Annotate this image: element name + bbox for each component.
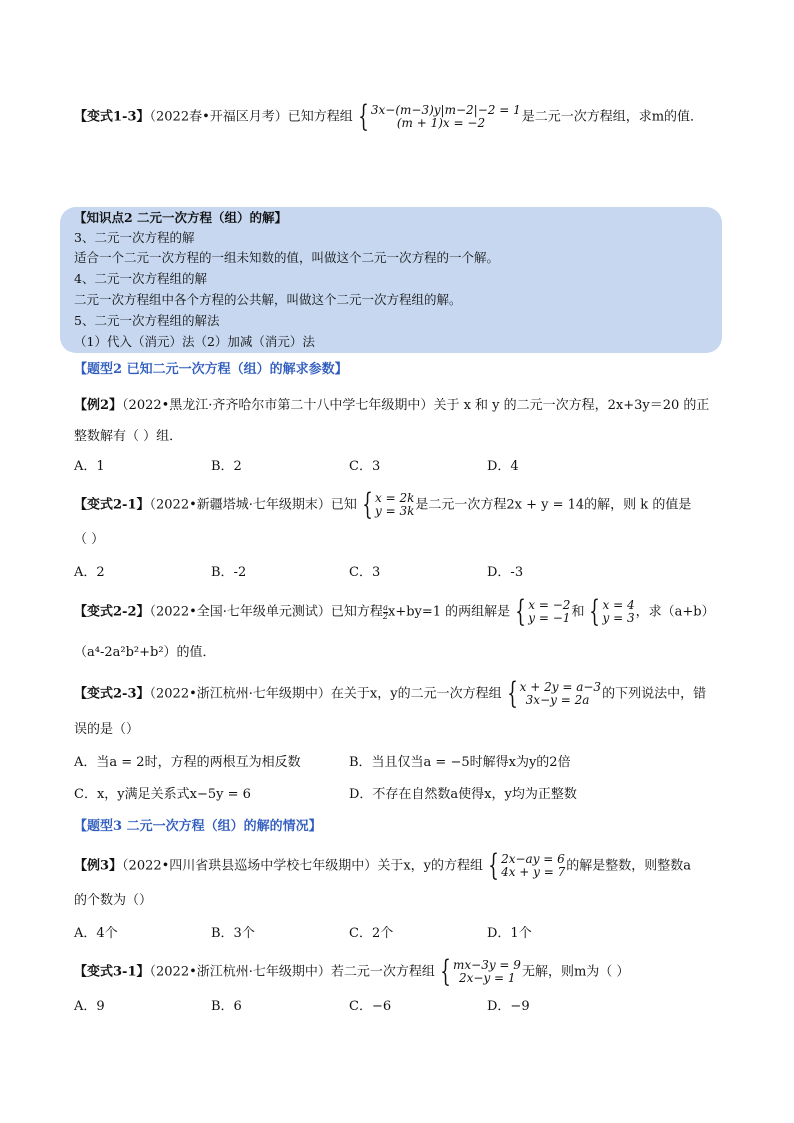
question-text: 误的是（） [74, 722, 140, 737]
example-3 [74, 848, 724, 883]
option-c: C．3 [349, 459, 381, 474]
solution-system-1: { x = −2 y = −1 [515, 594, 571, 629]
question-text: 已知方程 [330, 604, 383, 620]
option-b: B．3个 [211, 926, 255, 941]
equation-2: y = −1 [528, 611, 571, 625]
variant-2-1 [74, 487, 724, 522]
equation-2: y = 3 [602, 611, 635, 625]
question-text: ，求（a+b） [635, 604, 715, 620]
source: （2022•黑龙江·齐齐哈尔市第二十八中学七年级期中） [122, 398, 434, 413]
source: （2022•四川省珙县巡场中学校七年级期中） [122, 858, 378, 874]
equation-system: { 2x−ay = 6 4x + y = 7 [488, 848, 566, 883]
knowledge-line: 4、二元一次方程组的解 [74, 271, 207, 286]
option-a: A．9 [74, 999, 105, 1014]
option-b: B．当且仅当a = −5时解得x为y的2倍 [349, 755, 571, 770]
option-d: D．4 [487, 459, 519, 474]
source: （2022•浙江杭州·七年级期中） [149, 686, 331, 702]
option-d: D．不存在自然数a使得x，y均为正整数 [349, 787, 577, 802]
section-title-2: 【题型2 已知二元一次方程（组）的解求参数】 [74, 362, 348, 377]
option-b: B．-2 [211, 565, 247, 580]
equation-2: 4x + y = 7 [501, 865, 566, 879]
option-c: C．−6 [349, 999, 392, 1014]
fraction-numerator: a [383, 602, 388, 612]
option-b: B．2 [211, 459, 242, 474]
variant-1-3 [74, 99, 724, 134]
question-text: 和 [571, 604, 585, 620]
equation-1: x = 4 [602, 598, 635, 612]
equation-2: y = 3k [375, 504, 415, 518]
equation-system: { mx−3y = 9 2x−y = 1 [440, 954, 521, 989]
equation-1: 3x−(m−3)y|m−2|−2 = 1 [370, 103, 521, 117]
option-c: C．3 [349, 565, 381, 580]
equation-1: mx−3y = 9 [453, 958, 521, 972]
section-title-3: 【题型3 二元一次方程（组）的解的情况】 [74, 819, 322, 834]
knowledge-line: 二元一次方程组中各个方程的公共解，叫做这个二元一次方程组的解。 [74, 292, 462, 307]
variant-tag: 【变式1-3】 [74, 109, 150, 125]
question-text: （ ） [74, 532, 105, 547]
question-text: 的解是整数，则整数a [566, 858, 692, 874]
question-text: 已知方程组 [287, 109, 353, 125]
option-d: D．-3 [487, 565, 524, 580]
source: （2022春•开福区月考） [149, 109, 288, 125]
solution-system-2: { x = 4 y = 3 [589, 594, 635, 629]
question-text: 关于 x 和 y 的二元一次方程，2x+3y＝20 的正 [433, 398, 710, 413]
knowledge-line: （1）代入（消元）法（2）加减（消元）法 [74, 334, 315, 349]
example-tag: 【例3】 [74, 858, 123, 874]
knowledge-title: 【知识点2 二元一次方程（组）的解】 [74, 210, 288, 225]
example-tag: 【例2】 [74, 398, 123, 413]
variant-tag: 【变式2-2】 [74, 604, 150, 620]
variant-tag: 【变式2-3】 [74, 686, 150, 702]
example-2 [74, 396, 724, 416]
variant-3-1 [74, 954, 724, 989]
option-d: D．1个 [487, 926, 532, 941]
equation-1: x = 2k [375, 491, 415, 505]
option-a: A．2 [74, 565, 105, 580]
knowledge-point-box [60, 207, 722, 353]
fraction-denominator: 2 [382, 611, 388, 621]
option-c: C．2个 [349, 926, 394, 941]
question-text: x+by=1 的两组解是 [388, 604, 511, 620]
question-text: 关于x，y的方程组 [377, 858, 483, 874]
equation-1: x + 2y = a−3 [519, 680, 602, 694]
question-text: 的下列说法中，错 [602, 686, 707, 702]
knowledge-line: 3、二元一次方程的解 [74, 230, 195, 245]
option-d: D．−9 [487, 999, 530, 1014]
question-text: 的个数为（） [74, 893, 153, 908]
question-text: 是二元一次方程组，求m的值． [521, 109, 704, 125]
option-c: C．x，y满足关系式x−5y = 6 [74, 787, 251, 802]
variant-tag: 【变式3-1】 [74, 964, 150, 980]
source: （2022•浙江杭州·七年级期中） [149, 964, 331, 980]
knowledge-line: 5、二元一次方程组的解法 [74, 313, 220, 328]
source: （2022•新疆塔城·七年级期末） [149, 497, 331, 513]
knowledge-line: 适合一个二元一次方程的一组未知数的值，叫做这个二元一次方程的一个解。 [74, 250, 500, 265]
source: （2022•全国·七年级单元测试） [149, 604, 331, 620]
question-text: 在关于x，y的二元一次方程组 [330, 686, 502, 702]
option-a: A．当a = 2时，方程的两根互为相反数 [74, 755, 301, 770]
equation-system: { x = 2k y = 3k [362, 487, 415, 522]
question-text: 若二元一次方程组 [330, 964, 435, 980]
equation-2: (m + 1)x = −2 [396, 116, 486, 130]
option-b: B．6 [211, 999, 242, 1014]
equation-1: x = −2 [528, 598, 571, 612]
question-text: （a⁴-2a²b²+b²）的值． [74, 645, 216, 660]
equation-2: 3x−y = 2a [525, 693, 590, 707]
question-text: 已知 [330, 497, 357, 513]
variant-2-2 [74, 594, 724, 629]
option-a: A．4个 [74, 926, 118, 941]
variant-tag: 【变式2-1】 [74, 497, 150, 513]
equation-system: { 3x−(m−3)y|m−2|−2 = 1 (m + 1)x = −2 [358, 99, 521, 134]
equation-1: 2x−ay = 6 [501, 852, 565, 866]
question-text: 是二元一次方程2x + y = 14的解，则 k 的值是 [415, 497, 692, 513]
variant-2-3 [74, 676, 724, 711]
option-a: A．1 [74, 459, 105, 474]
question-text: 无解，则m为（ ） [521, 964, 630, 980]
equation-2: 2x−y = 1 [459, 971, 516, 985]
question-text: 整数解有（ ）组． [74, 429, 183, 444]
equation-system: { x + 2y = a−3 3x−y = 2a [506, 676, 602, 711]
